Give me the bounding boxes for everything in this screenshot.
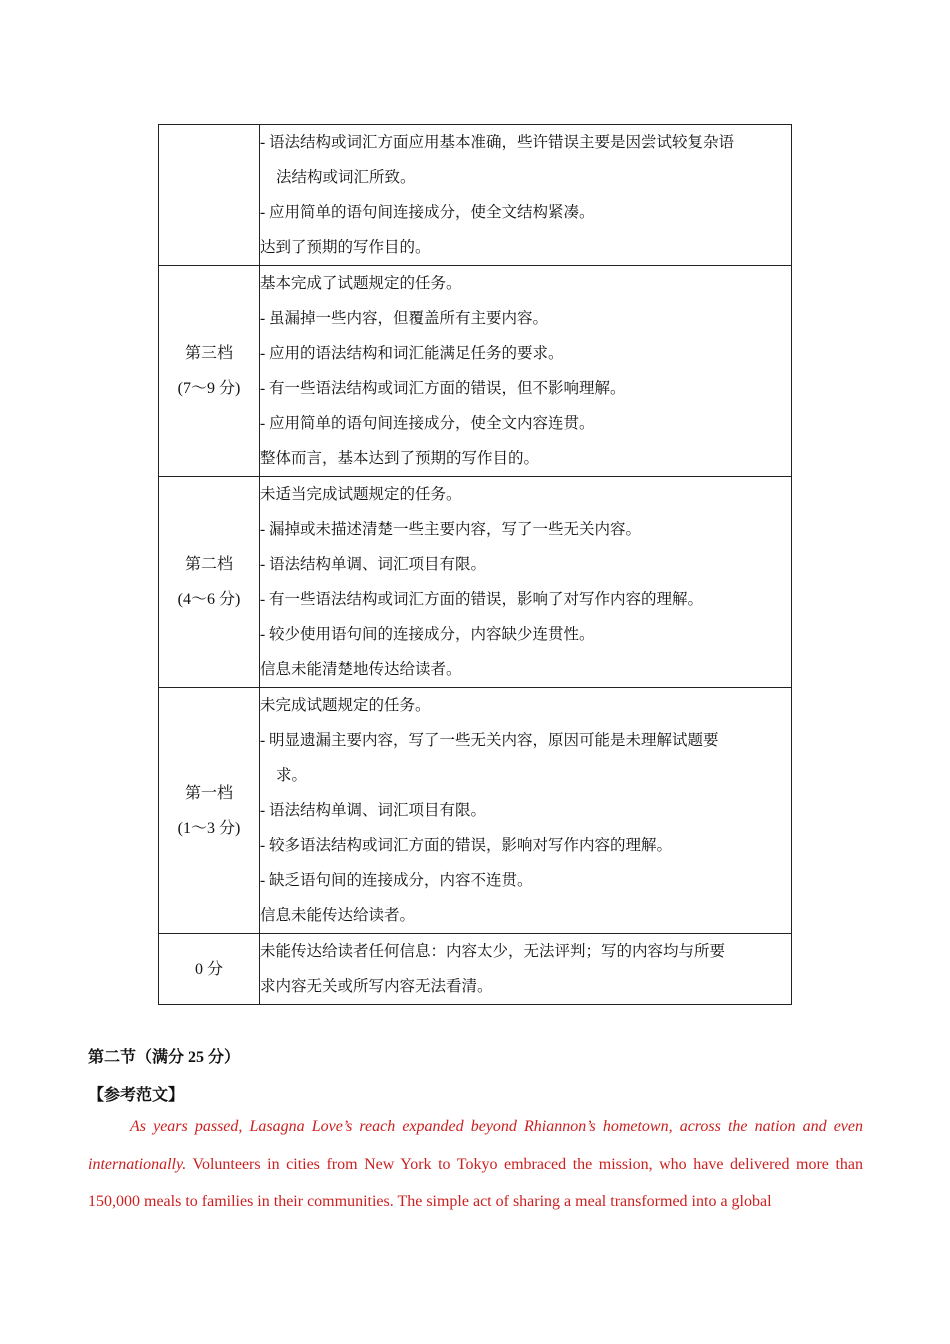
grade-cell-empty: [159, 125, 260, 266]
criteria-cell: [260, 477, 792, 688]
rubric-row-level-2: [159, 477, 792, 688]
criteria-line: - 应用简单的语句间连接成分，使全文内容连贯。: [260, 415, 595, 432]
criteria-cell: [260, 688, 792, 934]
grade-cell: [159, 934, 260, 1005]
grade-cell: [159, 266, 260, 477]
criteria-line: - 有一些语法结构或词汇方面的错误，但不影响理解。: [260, 380, 626, 397]
criteria-line: 整体而言，基本达到了预期的写作目的。: [260, 450, 540, 467]
criteria-line: - 应用的语法结构和词汇能满足任务的要求。: [260, 345, 564, 362]
grade-label: 0 分: [194, 960, 223, 978]
criteria-line: 信息未能清楚地传达给读者。: [260, 661, 462, 678]
grade-cell: [159, 477, 260, 688]
grade-range: (7～9 分): [177, 380, 241, 397]
criteria-line: 法结构或词汇所致。: [276, 169, 416, 186]
criteria-line: 求。: [276, 767, 308, 784]
rubric-row-level-0: [159, 934, 792, 1005]
grade-label: 第一档: [184, 784, 233, 802]
criteria-cell: [260, 125, 792, 266]
criteria-line: 未能传达给读者任何信息：内容太少，无法评判；写的内容均与所要: [260, 943, 726, 960]
model-essay: [88, 1108, 863, 1221]
grade-cell: [159, 688, 260, 934]
essay-body: Volunteers in cities from New York to Tokyo embraced the mission, who have delivered more than 150,000 meals to families in their communities. The simple act of sharing a meal transformed into a global: [88, 1155, 863, 1210]
criteria-line: - 较少使用语句间的连接成分，内容缺少连贯性。: [260, 626, 595, 643]
criteria-line: 未适当完成试题规定的任务。: [260, 486, 462, 503]
rubric-row-continued: [159, 125, 792, 266]
criteria-line: - 语法结构或词汇方面应用基本准确，些许错误主要是因尝试较复杂语: [260, 134, 735, 151]
criteria-line: 达到了预期的写作目的。: [260, 239, 431, 256]
criteria-cell: [260, 934, 792, 1005]
criteria-line: - 明显遗漏主要内容，写了一些无关内容，原因可能是未理解试题要: [260, 732, 719, 749]
rubric-row-level-3: [159, 266, 792, 477]
grade-label: 第二档: [184, 556, 233, 573]
criteria-line: 基本完成了试题规定的任务。: [260, 275, 462, 292]
section-heading: 第二节（满分 25 分）: [88, 1049, 241, 1066]
criteria-line: 未完成试题规定的任务。: [260, 697, 431, 714]
criteria-line: - 语法结构单调、词汇项目有限。: [260, 802, 487, 819]
criteria-line: 信息未能传达给读者。: [260, 907, 416, 924]
criteria-line: - 缺乏语句间的连接成分，内容不连贯。: [260, 872, 533, 889]
grade-range: (4～6 分): [177, 591, 241, 608]
rubric-row-level-1: [159, 688, 792, 934]
scoring-rubric-table: [158, 124, 792, 1005]
essay-highlight: As years passed, Lasagna Love’s reach expanded beyond Rhiannon’s hometown, across the nation and even internationally.: [88, 1118, 863, 1173]
criteria-line: - 语法结构单调、词汇项目有限。: [260, 556, 487, 573]
grade-range: (1～3 分): [177, 819, 241, 837]
criteria-cell: [260, 266, 792, 477]
criteria-line: 求内容无关或所写内容无法看清。: [260, 978, 493, 995]
criteria-line: - 有一些语法结构或词汇方面的错误，影响了对写作内容的理解。: [260, 591, 704, 608]
criteria-line: - 漏掉或未描述清楚一些主要内容，写了一些无关内容。: [260, 521, 642, 538]
criteria-line: - 应用简单的语句间连接成分，使全文结构紧凑。: [260, 204, 595, 221]
criteria-line: - 较多语法结构或词汇方面的错误，影响对写作内容的理解。: [260, 837, 673, 854]
reference-label: 【参考范文】: [88, 1087, 185, 1104]
grade-label: 第三档: [184, 345, 233, 362]
criteria-line: - 虽漏掉一些内容，但覆盖所有主要内容。: [260, 310, 549, 327]
